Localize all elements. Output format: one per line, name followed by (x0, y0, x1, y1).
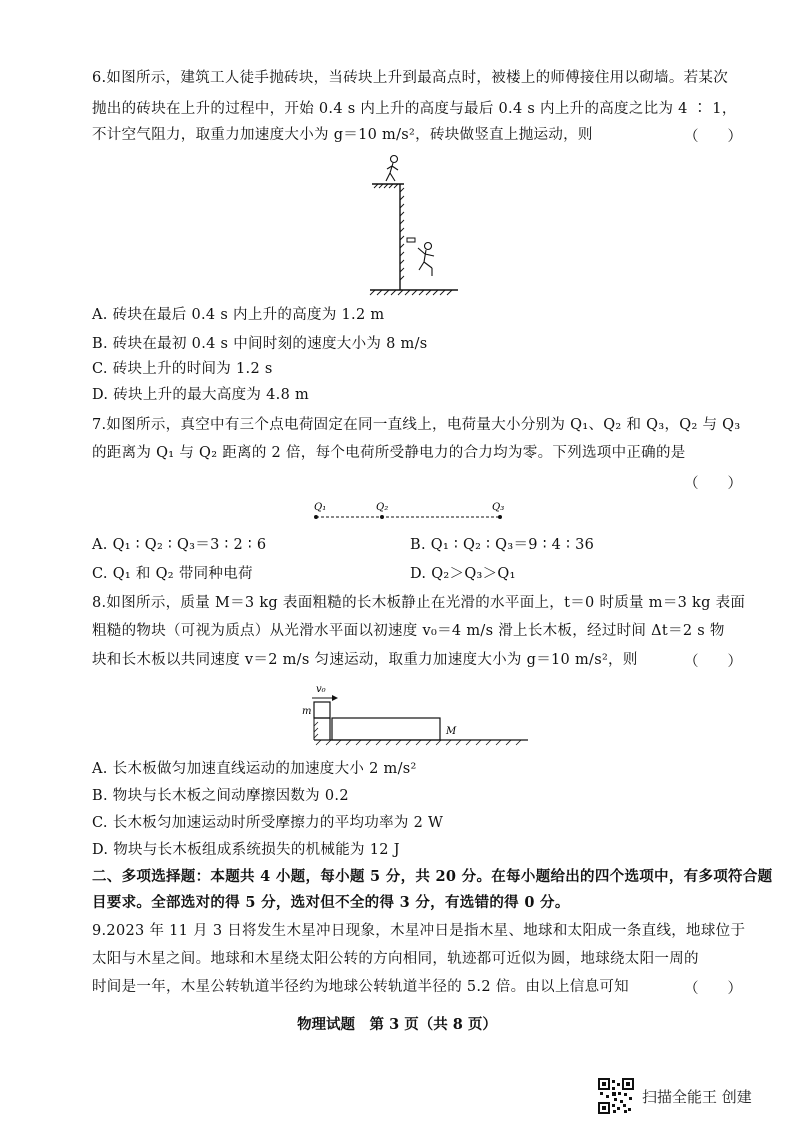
brick-shape (407, 238, 415, 242)
q6-stem-line3: 不计空气阻力，取重力加速度大小为 g＝10 m/s²，砖块做竖直上抛运动，则 (92, 127, 593, 143)
q8-stem-line2: 粗糙的物块（可视为质点）从光滑水平面以初速度 v₀＝4 m/s 滑上长木板，经过时间 Δt＝2 s 物 (92, 623, 725, 639)
long-board-M-label: M (446, 726, 457, 737)
section2-heading-line2: 目要求。全部选对的得 5 分，选对但不全的得 3 分，有选错的得 0 分。 (92, 894, 570, 911)
q6-option-d: D. 砖块上升的最大高度为 4.8 m (92, 387, 310, 403)
q8-option-d: D. 物块与长木板组成系统损失的机械能为 12 J (92, 842, 400, 858)
section2-heading-line1: 二、多项选择题：本题共 4 小题，每小题 5 分，共 20 分。在每小题给出的四个选项中，有多项符合题 (92, 868, 773, 885)
lower-worker-figure (418, 243, 434, 277)
q6-option-b: B. 砖块在最初 0.4 s 中间时刻的速度大小为 8 m/s (92, 336, 428, 352)
q8-diagram (296, 680, 536, 750)
q8-option-b: B. 物块与长木板之间动摩擦因数为 0.2 (92, 788, 349, 804)
q6-option-a: A. 砖块在最后 0.4 s 内上升的高度为 1.2 m (92, 307, 385, 323)
q6-diagram (362, 152, 462, 298)
q7-option-b: B. Q₁ ∶ Q₂ ∶ Q₃＝9 ∶ 4 ∶ 36 (410, 537, 595, 553)
q7-diagram (310, 500, 510, 524)
long-board-M (332, 718, 440, 740)
charge-q3-label: Q₃ (492, 502, 505, 513)
charge-q1-point (314, 515, 318, 519)
q9-stem-line3: 时间是一年，木星公转轨道半径约为地球公转轨道半径的 5.2 倍。由以上信息可知 (92, 979, 629, 995)
charge-q1-label: Q₁ (314, 502, 327, 513)
watermark-label: 扫描全能王 创建 (642, 1088, 752, 1106)
q8-option-c: C. 长木板匀加速运动时所受摩擦力的平均功率为 2 W (92, 815, 444, 831)
qr-code-icon (598, 1078, 634, 1114)
q9-stem-line2: 太阳与木星之间。地球和木星绕太阳公转的方向相同，轨迹都可近似为圆，地球绕太阳一周的 (92, 951, 699, 967)
q6-stem-line2: 抛出的砖块在上升的过程中，开始 0.4 s 内上升的高度与最后 0.4 s 内上升的高度之比为 4 ∶ 1， (92, 101, 737, 117)
page-footer: 物理试题 第 3 页（共 8 页） (297, 1016, 497, 1033)
q6-answer-paren: （ ） (684, 129, 742, 145)
q7-option-c: C. Q₁ 和 Q₂ 带同种电荷 (92, 566, 253, 582)
q9-stem-line1: 9.2023 年 11 月 3 日将发生木星冲日现象，木星冲日是指木星、地球和太阳成一条直线，地球位于 (92, 923, 746, 939)
block-m (314, 702, 330, 718)
q6-stem-line1: 6.如图所示，建筑工人徒手抛砖块，当砖块上升到最高点时，被楼上的师傅接住用以砌墙。若某次 (92, 70, 729, 86)
charge-q2-label: Q₂ (376, 502, 389, 513)
q6-option-c: C. 砖块上升的时间为 1.2 s (92, 361, 273, 377)
scanner-watermark (598, 1076, 788, 1116)
block-m-label: m (302, 706, 312, 717)
q7-option-d: D. Q₂＞Q₃＞Q₁ (410, 566, 516, 582)
velocity-v0-label: v₀ (316, 684, 326, 695)
q7-option-a: A. Q₁ ∶ Q₂ ∶ Q₃＝3 ∶ 2 ∶ 6 (92, 537, 267, 553)
q9-answer-paren: （ ） (684, 981, 742, 997)
q8-stem-line1: 8.如图所示，质量 M＝3 kg 表面粗糙的长木板静止在光滑的水平面上，t＝0 时质量 m＝3 kg 表面 (92, 595, 746, 611)
charge-q2-point (380, 515, 384, 519)
q8-answer-paren: （ ） (684, 654, 742, 670)
q8-stem-line3: 块和长木板以共同速度 v＝2 m/s 匀速运动，取重力加速度大小为 g＝10 m/s²，则 (92, 652, 638, 668)
q7-answer-paren: （ ） (684, 476, 742, 492)
q8-option-a: A. 长木板做匀加速直线运动的加速度大小 2 m/s² (92, 761, 417, 777)
charge-q3-point (498, 515, 502, 519)
q7-stem-line2: 的距离为 Q₁ 与 Q₂ 距离的 2 倍，每个电荷所受静电力的合力均为零。下列选项中正确的是 (92, 445, 686, 461)
q7-stem-line1: 7.如图所示，真空中有三个点电荷固定在同一直线上，电荷量大小分别为 Q₁、Q₂ 和 Q₃，Q₂ 与 Q₃ (92, 417, 741, 433)
upper-worker-figure (386, 156, 398, 182)
